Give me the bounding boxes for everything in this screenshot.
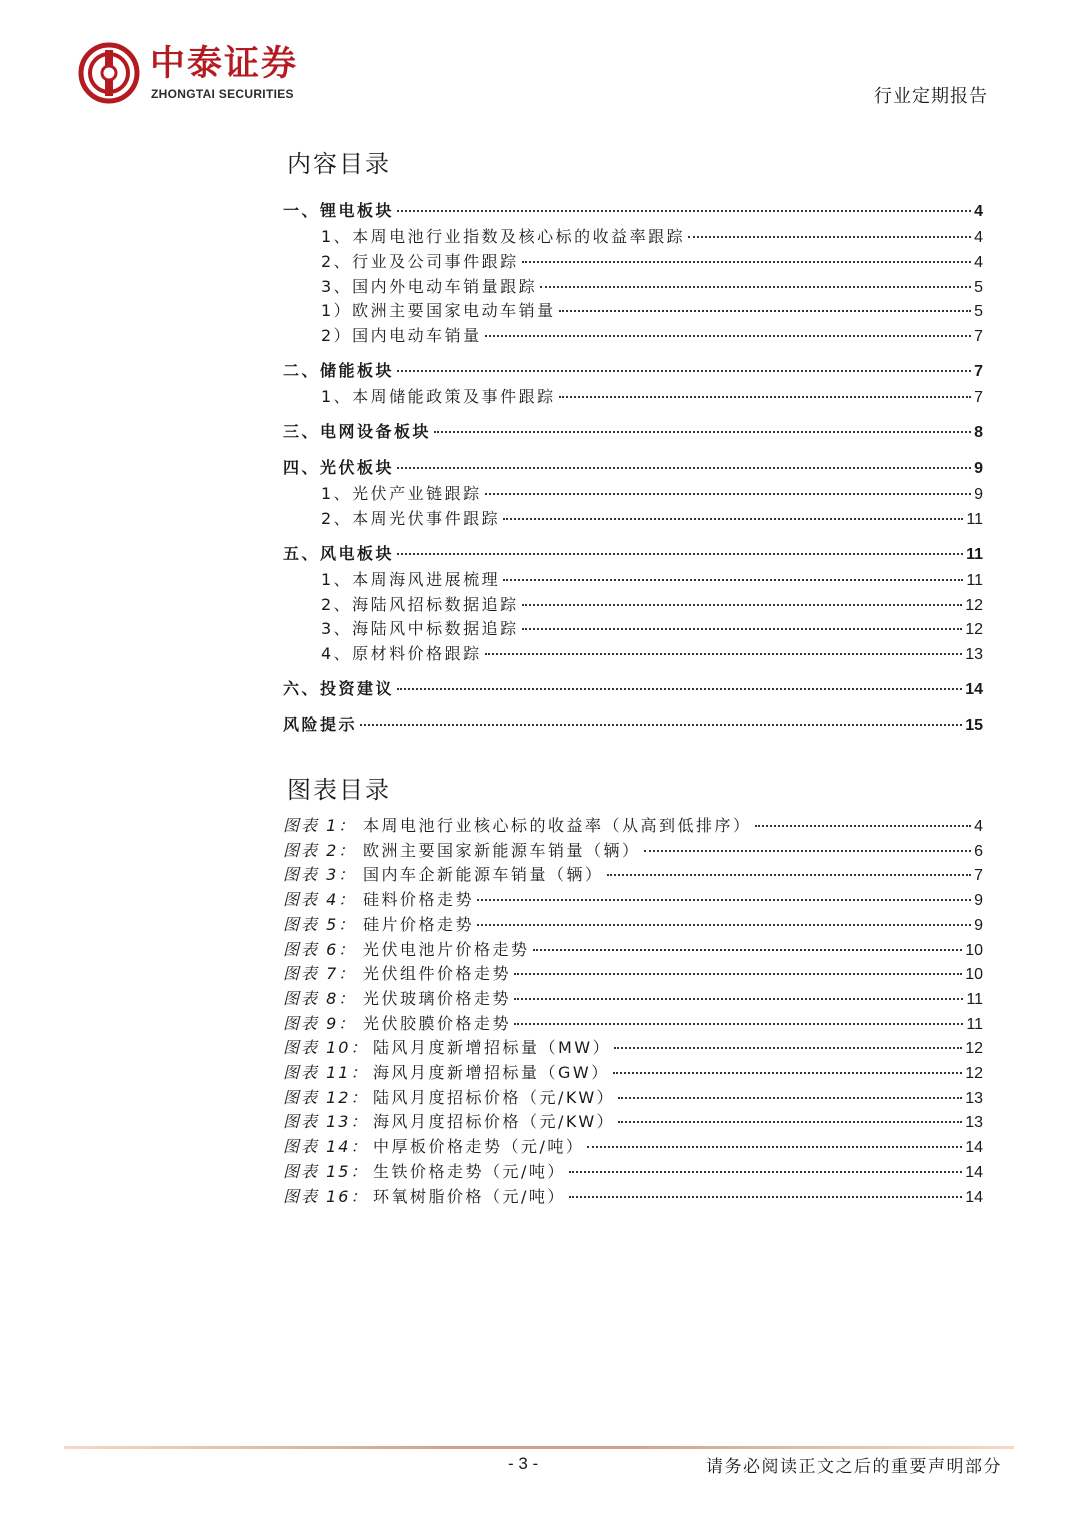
- figure-entry-title: 光伏胶膜价格走势: [363, 1014, 512, 1033]
- footer-disclaimer: 请务必阅读正文之后的重要声明部分: [706, 1457, 1002, 1477]
- toc-entry[interactable]: [283, 643, 983, 665]
- toc-entry[interactable]: [283, 386, 983, 408]
- figure-entry-page: 4: [974, 818, 983, 835]
- dot-leader: [397, 688, 962, 690]
- toc-entry-label: 三、电网设备板块: [283, 422, 432, 441]
- figures-title: 图表目录: [287, 776, 391, 804]
- figure-entry[interactable]: [283, 1062, 983, 1084]
- toc-entry-page: 5: [974, 303, 983, 320]
- toc-entry[interactable]: [283, 569, 983, 591]
- dot-leader: [587, 1146, 962, 1148]
- dot-leader: [434, 431, 971, 433]
- toc-entry-page: 11: [966, 511, 983, 528]
- figure-entry[interactable]: [283, 1111, 983, 1133]
- figure-entry-number: 图表 15：: [283, 1162, 369, 1181]
- figure-entry[interactable]: [283, 1013, 983, 1035]
- figure-entry[interactable]: [283, 1087, 983, 1109]
- figure-entry[interactable]: [283, 840, 983, 862]
- figure-entry-page: 12: [965, 1040, 983, 1057]
- dot-leader: [514, 1023, 963, 1025]
- dot-leader: [522, 628, 963, 630]
- dot-leader: [559, 310, 971, 312]
- dot-leader: [614, 1047, 962, 1049]
- toc-entry-label: 2、海陆风招标数据追踪: [321, 595, 519, 614]
- dot-leader: [514, 973, 962, 975]
- figure-entry[interactable]: [283, 815, 983, 837]
- dot-leader: [397, 553, 963, 555]
- figure-entry-title: 光伏玻璃价格走势: [363, 989, 512, 1008]
- dot-leader: [569, 1196, 962, 1198]
- toc-entry-page: 9: [974, 486, 983, 503]
- dot-leader: [613, 1072, 962, 1074]
- figure-entry-number: 图表 4：: [283, 890, 357, 909]
- figure-entry[interactable]: [283, 864, 983, 886]
- dot-leader: [540, 286, 971, 288]
- dot-leader: [485, 653, 963, 655]
- dot-leader: [644, 850, 972, 852]
- toc-entry-page: 7: [974, 328, 983, 345]
- dot-leader: [533, 949, 963, 951]
- footer-divider: [64, 1446, 1014, 1449]
- figure-entry-page: 6: [974, 843, 983, 860]
- figure-entry-title: 光伏组件价格走势: [363, 964, 512, 983]
- figure-entry-title: 硅片价格走势: [363, 915, 475, 934]
- dot-leader: [360, 724, 962, 726]
- toc-entry-label: 2）国内电动车销量: [321, 326, 482, 345]
- figure-entry-page: 9: [974, 917, 983, 934]
- toc-entry-label: 3、国内外电动车销量跟踪: [321, 277, 538, 296]
- toc-title: 内容目录: [287, 150, 391, 178]
- dot-leader: [618, 1121, 962, 1123]
- toc-entry[interactable]: [283, 678, 983, 700]
- figure-entry[interactable]: [283, 963, 983, 985]
- toc-entry[interactable]: [283, 714, 983, 736]
- figure-entry-title: 光伏电池片价格走势: [363, 940, 530, 959]
- toc-entry[interactable]: [283, 276, 983, 298]
- toc-entry-page: 9: [974, 460, 983, 477]
- figure-entry-page: 13: [965, 1090, 983, 1107]
- dot-leader: [618, 1097, 962, 1099]
- toc-entry-page: 4: [974, 203, 983, 220]
- toc-entry-page: 12: [965, 597, 983, 614]
- dot-leader: [607, 874, 972, 876]
- figure-entry-title: 硅料价格走势: [363, 890, 475, 909]
- toc-entry-label: 二、储能板块: [283, 361, 395, 380]
- toc-entry-label: 1、本周电池行业指数及核心标的收益率跟踪: [321, 227, 686, 246]
- page-number: - 3 -: [508, 1454, 539, 1473]
- toc-entry-page: 13: [965, 646, 983, 663]
- figure-entry-page: 9: [974, 892, 983, 909]
- toc-entry-label: 1）欧洲主要国家电动车销量: [321, 301, 556, 320]
- toc-entry-label: 一、锂电板块: [283, 201, 395, 220]
- figure-entry-title: 陆风月度招标价格（元/KW）: [373, 1088, 616, 1107]
- dot-leader: [688, 236, 971, 238]
- dot-leader: [397, 210, 971, 212]
- figure-entry[interactable]: [283, 988, 983, 1010]
- dot-leader: [503, 579, 963, 581]
- figure-entry-title: 环氧树脂价格（元/吨）: [373, 1187, 566, 1206]
- toc-entry-label: 1、本周海风进展梳理: [321, 570, 501, 589]
- figure-entry-page: 13: [965, 1114, 983, 1131]
- toc-entry-label: 四、光伏板块: [283, 458, 395, 477]
- figure-entry-page: 10: [965, 942, 983, 959]
- dot-leader: [755, 825, 972, 827]
- dot-leader: [397, 467, 971, 469]
- figure-entry-number: 图表 7：: [283, 964, 357, 983]
- dot-leader: [569, 1171, 962, 1173]
- toc-entry[interactable]: [283, 618, 983, 640]
- figure-entry-number: 图表 6：: [283, 940, 357, 959]
- toc-entry-page: 8: [974, 424, 983, 441]
- dot-leader: [522, 604, 963, 606]
- figure-entry-number: 图表 9：: [283, 1014, 357, 1033]
- figure-entry[interactable]: [283, 1161, 983, 1183]
- toc-entry[interactable]: [283, 508, 983, 530]
- toc-entry[interactable]: [283, 226, 983, 248]
- figure-entry-page: 14: [965, 1164, 983, 1181]
- dot-leader: [559, 396, 971, 398]
- dot-leader: [522, 261, 971, 263]
- dot-leader: [477, 899, 971, 901]
- figure-entry-number: 图表 16：: [283, 1187, 369, 1206]
- logo-chinese-name: 中泰证券: [150, 44, 299, 84]
- figure-entry-page: 11: [966, 991, 983, 1008]
- figure-entry-number: 图表 13：: [283, 1112, 369, 1131]
- figure-entry-page: 14: [965, 1139, 983, 1156]
- dot-leader: [397, 370, 971, 372]
- toc-entry[interactable]: [283, 421, 983, 443]
- company-logo: [78, 42, 338, 104]
- figure-entry-number: 图表 5：: [283, 915, 357, 934]
- report-type: 行业定期报告: [874, 86, 988, 107]
- toc-entry[interactable]: [283, 457, 983, 479]
- toc-entry[interactable]: [283, 543, 983, 565]
- toc-entry[interactable]: [283, 325, 983, 347]
- toc-entry[interactable]: [283, 483, 983, 505]
- toc-entry-label: 2、行业及公司事件跟踪: [321, 252, 519, 271]
- figure-entry-title: 国内车企新能源车销量（辆）: [363, 865, 604, 884]
- figure-entry[interactable]: [283, 1136, 983, 1158]
- figure-entry-number: 图表 14：: [283, 1137, 369, 1156]
- figure-entry-number: 图表 12：: [283, 1088, 369, 1107]
- zhongtai-logo-icon: [78, 42, 140, 104]
- toc-entry-page: 11: [966, 546, 983, 563]
- figure-entry-page: 12: [965, 1065, 983, 1082]
- toc-entry[interactable]: [283, 360, 983, 382]
- toc-entry-page: 12: [965, 621, 983, 638]
- toc-entry[interactable]: [283, 251, 983, 273]
- toc-entry[interactable]: [283, 300, 983, 322]
- dot-leader: [477, 924, 971, 926]
- figure-entry[interactable]: [283, 939, 983, 961]
- dot-leader: [485, 493, 971, 495]
- toc-entry-page: 4: [974, 254, 983, 271]
- toc-entry-label: 2、本周光伏事件跟踪: [321, 509, 501, 528]
- toc-entry-label: 4、原材料价格跟踪: [321, 644, 482, 663]
- figure-entry[interactable]: [283, 1037, 983, 1059]
- figure-entry[interactable]: [283, 1186, 983, 1208]
- toc-entry-label: 风险提示: [283, 715, 358, 734]
- figure-entry-title: 中厚板价格走势（元/吨）: [373, 1137, 585, 1156]
- toc-entry-label: 五、风电板块: [283, 544, 395, 563]
- dot-leader: [485, 335, 971, 337]
- figure-entry-number: 图表 1：: [283, 816, 357, 835]
- toc-entry-label: 1、本周储能政策及事件跟踪: [321, 387, 556, 406]
- figure-entry-title: 欧洲主要国家新能源车销量（辆）: [363, 841, 641, 860]
- dot-leader: [503, 518, 963, 520]
- figure-entry[interactable]: [283, 914, 983, 936]
- figure-entry-number: 图表 8：: [283, 989, 357, 1008]
- toc-entry[interactable]: [283, 594, 983, 616]
- figure-entry-title: 陆风月度新增招标量（MW）: [373, 1038, 612, 1057]
- toc-entry[interactable]: [283, 200, 983, 222]
- toc-entry-page: 5: [974, 279, 983, 296]
- toc-entry-page: 7: [974, 389, 983, 406]
- toc-entry-label: 3、海陆风中标数据追踪: [321, 619, 519, 638]
- figure-entry-number: 图表 11：: [283, 1063, 369, 1082]
- figure-entry-number: 图表 3：: [283, 865, 357, 884]
- figure-entry-title: 本周电池行业核心标的收益率（从高到低排序）: [363, 816, 752, 835]
- toc-entry-page: 11: [966, 572, 983, 589]
- figure-entry-page: 11: [966, 1016, 983, 1033]
- toc-entry-label: 1、光伏产业链跟踪: [321, 484, 482, 503]
- figure-entry-number: 图表 2：: [283, 841, 357, 860]
- figure-entry-page: 7: [974, 867, 983, 884]
- logo-english-name: ZHONGTAI SECURITIES: [151, 87, 294, 101]
- figure-entry-page: 14: [965, 1189, 983, 1206]
- toc-entry-label: 六、投资建议: [283, 679, 395, 698]
- figure-entry-title: 海风月度新增招标量（GW）: [373, 1063, 610, 1082]
- figure-entry-title: 海风月度招标价格（元/KW）: [373, 1112, 616, 1131]
- toc-entry-page: 15: [965, 717, 983, 734]
- toc-entry-page: 14: [965, 681, 983, 698]
- figure-entry[interactable]: [283, 889, 983, 911]
- toc-entry-page: 7: [974, 363, 983, 380]
- figure-entry-title: 生铁价格走势（元/吨）: [373, 1162, 566, 1181]
- dot-leader: [514, 998, 963, 1000]
- figure-entry-number: 图表 10：: [283, 1038, 369, 1057]
- toc-entry-page: 4: [974, 229, 983, 246]
- figure-entry-page: 10: [965, 966, 983, 983]
